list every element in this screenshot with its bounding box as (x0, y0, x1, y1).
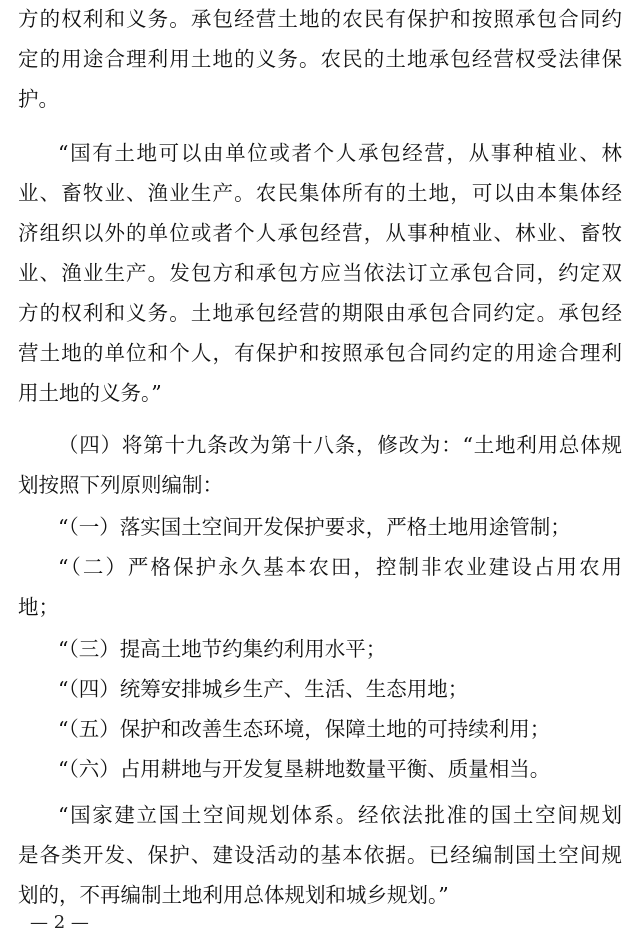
text-line: “国有土地可以由单位或者个人承包经营，从事种植业、林 (58, 141, 622, 165)
text-line: 划的，不再编制土地利用总体规划和城乡规划。” (18, 883, 449, 907)
text-line: 方的权利和义务。土地承包经营的期限由承包合同约定。承包经 (18, 301, 622, 325)
text-line: “（三）提高土地节约集约利用水平； (58, 637, 387, 661)
page-number: — 2 — (30, 912, 89, 933)
text-line: “（二）严格保护永久基本农田，控制非农业建设占用农用 (58, 555, 622, 579)
text-line: 业、渔业生产。发包方和承包方应当依法订立承包合同，约定双 (18, 261, 622, 285)
text-line: 业、畜牧业、渔业生产。农民集体所有的土地，可以由本集体经 (18, 181, 622, 205)
text-line: 定的用途合理利用土地的义务。农民的土地承包经营权受法律保 (18, 47, 622, 71)
text-line: 营土地的单位和个人，有保护和按照承包合同约定的用途合理利 (18, 341, 622, 365)
text-line: 护。 (18, 87, 59, 111)
text-line: 地； (18, 595, 59, 619)
text-line: “（一）落实国土空间开发保护要求，严格土地用途管制； (58, 515, 571, 539)
text-line: “（六）占用耕地与开发复垦耕地数量平衡、质量相当。 (58, 757, 551, 781)
text-line: 划按照下列原则编制： (18, 473, 223, 497)
text-line: “国家建立国土空间规划体系。经依法批准的国土空间规划 (58, 803, 622, 827)
text-line: 用土地的义务。” (18, 381, 162, 405)
text-line: 方的权利和义务。承包经营土地的农民有保护和按照承包合同约 (18, 7, 622, 31)
text-line: 济组织以外的单位或者个人承包经营，从事种植业、林业、畜牧 (18, 221, 622, 245)
text-line: “（五）保护和改善生态环境，保障土地的可持续利用； (58, 717, 551, 741)
text-line: （四）将第十九条改为第十八条，修改为：“土地利用总体规 (58, 433, 622, 457)
text-line: 是各类开发、保护、建设活动的基本依据。已经编制国土空间规 (18, 843, 622, 867)
text-line: “（四）统筹安排城乡生产、生活、生态用地； (58, 677, 469, 701)
